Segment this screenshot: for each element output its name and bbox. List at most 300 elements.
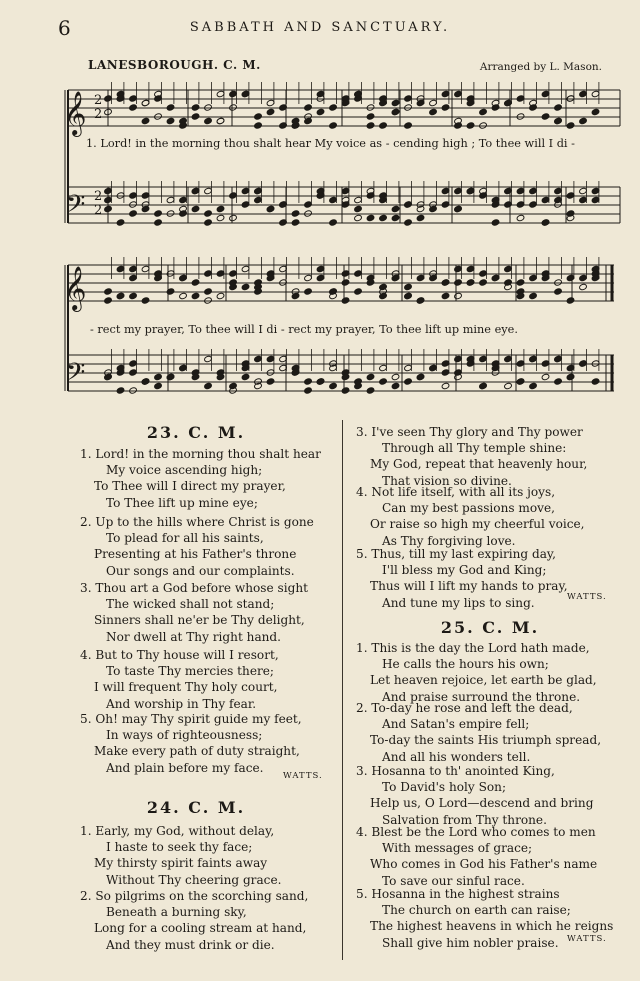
- note-head: [154, 210, 163, 217]
- time-signature-bottom: 2: [94, 107, 103, 122]
- note-head: [504, 187, 513, 194]
- hymn-23-verse-1: [80, 446, 321, 511]
- note-head: [166, 117, 175, 124]
- verse-line: Or raise so high my cheerful voice,: [370, 517, 585, 532]
- note-head: [179, 196, 188, 203]
- note-head: [391, 205, 400, 212]
- note-head: [591, 90, 600, 97]
- note-head: [441, 187, 450, 194]
- note-head: [316, 265, 325, 272]
- verse-line: Make every path of duty straight,: [94, 744, 300, 759]
- note-head: [354, 214, 363, 221]
- note-head: [441, 292, 450, 299]
- note-head: [291, 210, 300, 217]
- note-head: [379, 214, 388, 221]
- note-head: [379, 122, 388, 129]
- note-head: [354, 270, 363, 277]
- note-head: [104, 205, 113, 212]
- note-head: [554, 378, 563, 385]
- note-head: [441, 90, 450, 97]
- note-head: [204, 355, 213, 362]
- note-head: [316, 274, 325, 281]
- note-head: [241, 187, 250, 194]
- note-head: [204, 117, 213, 124]
- verse-line: To David's holy Son;: [382, 780, 507, 795]
- verse-line: And Satan's empire fell;: [382, 717, 530, 732]
- note-head: [404, 283, 413, 290]
- note-head: [516, 360, 525, 367]
- note-head: [116, 292, 125, 299]
- verse-line: 5. Thus, till my last expiring day,: [356, 547, 556, 561]
- note-head: [229, 270, 238, 277]
- note-head: [441, 369, 450, 376]
- note-head: [266, 108, 275, 115]
- verse-line: 2. So pilgrims on the scorching sand,: [80, 889, 309, 903]
- note-head: [516, 279, 525, 286]
- page-number: 6: [58, 16, 71, 40]
- note-head: [479, 279, 488, 286]
- note-head: [266, 205, 275, 212]
- note-head: [504, 382, 513, 389]
- note-head: [104, 288, 113, 295]
- note-head: [116, 265, 125, 272]
- note-head: [354, 288, 363, 295]
- note-head: [566, 274, 575, 281]
- note-head: [479, 355, 488, 362]
- note-head: [204, 288, 213, 295]
- note-head: [591, 108, 600, 115]
- note-head: [354, 196, 363, 203]
- note-head: [479, 108, 488, 115]
- hymn-25-verse-1: [356, 640, 597, 705]
- verse-line: The wicked shall not stand;: [106, 597, 275, 612]
- note-head: [254, 355, 263, 362]
- note-head: [566, 95, 575, 102]
- note-head: [141, 117, 150, 124]
- verse-line: I'll bless my God and King;: [382, 563, 547, 578]
- note-head: [541, 219, 550, 226]
- note-head: [504, 355, 513, 362]
- note-head: [579, 283, 588, 290]
- note-head: [454, 90, 463, 97]
- note-head: [216, 292, 225, 299]
- note-head: [116, 387, 125, 394]
- note-head: [591, 196, 600, 203]
- note-head: [554, 279, 563, 286]
- hymn-23-verse-3: [80, 580, 308, 645]
- note-head: [304, 378, 313, 385]
- note-head: [166, 196, 175, 203]
- note-head: [241, 90, 250, 97]
- verse-line: Presenting at his Father's throne: [94, 547, 297, 562]
- hymn-25-verse-2: [356, 700, 601, 765]
- note-head: [116, 219, 125, 226]
- note-head: [191, 205, 200, 212]
- note-head: [404, 364, 413, 371]
- time-signature-top: 2: [94, 189, 103, 204]
- verse-line: 3. Thou art a God before whose sight: [80, 581, 308, 595]
- note-head: [341, 279, 350, 286]
- note-head: [141, 297, 150, 304]
- note-head: [541, 113, 550, 120]
- hymn-23-verse-2: [80, 514, 314, 579]
- verse-line: 1. Early, my God, without delay,: [80, 824, 275, 838]
- hymn-23-title: 23. C. M.: [146, 423, 246, 442]
- verse-line: I haste to seek thy face;: [106, 840, 253, 855]
- note-head: [441, 382, 450, 389]
- note-head: [391, 214, 400, 221]
- verse-line: The church on earth can raise;: [382, 903, 571, 918]
- note-head: [229, 192, 238, 199]
- verse-line: 5. Oh! may Thy spirit guide my feet,: [80, 712, 302, 726]
- note-head: [404, 122, 413, 129]
- verse-line: My thirsty spirit faints away: [94, 856, 268, 871]
- note-head: [579, 274, 588, 281]
- note-head: [379, 364, 388, 371]
- verse-line: Without Thy cheering grace.: [106, 872, 282, 887]
- note-head: [154, 113, 163, 120]
- note-head: [341, 297, 350, 304]
- verse-line: Can my best passions move,: [382, 501, 555, 516]
- note-head: [216, 117, 225, 124]
- note-head: [329, 122, 338, 129]
- note-head: [129, 265, 138, 272]
- verse-line: With messages of grace;: [382, 841, 533, 856]
- note-head: [441, 201, 450, 208]
- verse-line: And plain before my face.: [106, 760, 264, 775]
- note-head: [166, 104, 175, 111]
- hymn-24-verse-1: [80, 823, 281, 888]
- note-head: [141, 192, 150, 199]
- note-head: [529, 187, 538, 194]
- verse-line: 1. This is the day the Lord hath made,: [356, 641, 590, 655]
- note-head: [266, 99, 275, 106]
- note-head: [241, 283, 250, 290]
- note-head: [241, 201, 250, 208]
- note-head: [366, 387, 375, 394]
- note-head: [391, 382, 400, 389]
- note-head: [404, 378, 413, 385]
- verse-line: Let heaven rejoice, let earth be glad,: [370, 673, 597, 688]
- running-title: SABBATH AND SANCTUARY.: [189, 20, 451, 35]
- note-head: [479, 122, 488, 129]
- bass-clef: 𝄢: [66, 358, 86, 393]
- note-head: [129, 369, 138, 376]
- note-head: [416, 214, 425, 221]
- note-head: [129, 360, 138, 367]
- note-head: [566, 297, 575, 304]
- note-head: [266, 378, 275, 385]
- note-head: [454, 292, 463, 299]
- note-head: [529, 382, 538, 389]
- note-head: [191, 279, 200, 286]
- note-head: [204, 187, 213, 194]
- note-head: [129, 274, 138, 281]
- note-head: [204, 210, 213, 217]
- note-head: [216, 90, 225, 97]
- verse-line: And they must drink or die.: [106, 937, 275, 952]
- note-head: [279, 219, 288, 226]
- note-head: [191, 104, 200, 111]
- note-head: [129, 95, 138, 102]
- time-signature-bottom: 2: [94, 203, 103, 218]
- note-head: [554, 355, 563, 362]
- note-head: [491, 274, 500, 281]
- note-head: [266, 369, 275, 376]
- verse-line: Beneath a burning sky,: [106, 905, 247, 920]
- note-head: [166, 210, 175, 217]
- note-head: [516, 187, 525, 194]
- note-head: [304, 201, 313, 208]
- note-head: [329, 219, 338, 226]
- note-head: [129, 201, 138, 208]
- note-head: [579, 90, 588, 97]
- note-head: [141, 99, 150, 106]
- note-head: [291, 219, 300, 226]
- verse-line: 2. To-day he rose and left the dead,: [356, 701, 573, 715]
- note-head: [429, 99, 438, 106]
- verse-line: And worship in Thy fear.: [106, 696, 257, 711]
- note-head: [329, 104, 338, 111]
- note-head: [104, 297, 113, 304]
- verse-line: 2. Up to the hills where Christ is gone: [80, 515, 314, 529]
- column-divider: [342, 420, 343, 960]
- note-head: [554, 288, 563, 295]
- note-head: [479, 382, 488, 389]
- note-head: [454, 265, 463, 272]
- note-head: [366, 122, 375, 129]
- note-head: [341, 387, 350, 394]
- verse-line: My voice ascending high;: [106, 463, 263, 478]
- note-head: [391, 373, 400, 380]
- hymn-25-verse-4: [356, 824, 597, 889]
- note-head: [254, 196, 263, 203]
- note-head: [329, 382, 338, 389]
- note-head: [479, 270, 488, 277]
- note-head: [154, 219, 163, 226]
- note-head: [416, 297, 425, 304]
- note-head: [329, 196, 338, 203]
- hymn-24-verse-3: [356, 424, 587, 489]
- tune-arranger: Arranged by L. Mason.: [479, 61, 602, 73]
- note-head: [216, 205, 225, 212]
- note-head: [229, 104, 238, 111]
- note-head: [366, 373, 375, 380]
- verse-line: My God, repeat that heavenly hour,: [370, 457, 588, 472]
- note-head: [104, 196, 113, 203]
- note-head: [566, 122, 575, 129]
- note-head: [304, 274, 313, 281]
- note-head: [591, 187, 600, 194]
- verse-line: Shall give him nobler praise.: [382, 935, 559, 950]
- lyric-line-2: - rect my prayer, To thee will I di - rect my prayer, To thee lift up mine eye.: [90, 323, 518, 336]
- note-head: [541, 196, 550, 203]
- note-head: [366, 214, 375, 221]
- note-head: [466, 279, 475, 286]
- hymn-25-author: WATTS.: [567, 934, 607, 944]
- note-head: [566, 364, 575, 371]
- verse-line: Long for a cooling stream at hand,: [94, 921, 307, 936]
- lyric-line-1: 1. Lord! in the morning thou shalt hear My voice as - cending high ; To thee will I di -: [86, 137, 575, 150]
- note-head: [466, 122, 475, 129]
- note-head: [504, 99, 513, 106]
- verse-line: And all his wonders tell.: [382, 749, 531, 764]
- note-head: [541, 360, 550, 367]
- verse-line: Nor dwell at Thy right hand.: [106, 629, 282, 644]
- note-head: [404, 95, 413, 102]
- note-head: [304, 104, 313, 111]
- note-head: [129, 192, 138, 199]
- note-head: [229, 90, 238, 97]
- hymn-23-author: WATTS.: [283, 771, 323, 781]
- note-head: [104, 187, 113, 194]
- bass-clef: 𝄢: [66, 190, 86, 225]
- hymn-24-title: 24. C. M.: [146, 798, 246, 817]
- verse-line: To plead for all his saints,: [106, 531, 264, 546]
- note-head: [254, 122, 263, 129]
- verse-line: Thus will I lift my hands to pray,: [370, 579, 568, 594]
- hymn-23-verse-5: [80, 711, 302, 776]
- note-head: [129, 292, 138, 299]
- verse-line: The highest heavens in which he reigns: [370, 919, 614, 934]
- note-head: [491, 219, 500, 226]
- verse-line: 4. But to Thy house will I resort,: [80, 648, 279, 662]
- note-head: [454, 187, 463, 194]
- note-head: [241, 265, 250, 272]
- note-head: [154, 382, 163, 389]
- note-head: [304, 210, 313, 217]
- note-head: [404, 219, 413, 226]
- verse-line: As Thy forgiving love.: [382, 533, 516, 548]
- note-head: [554, 104, 563, 111]
- verse-line: 4. Not life itself, with all its joys,: [356, 485, 556, 499]
- note-head: [591, 378, 600, 385]
- note-head: [304, 387, 313, 394]
- note-head: [316, 378, 325, 385]
- note-head: [579, 196, 588, 203]
- hymn-24-verse-5: [356, 546, 568, 611]
- note-head: [129, 104, 138, 111]
- note-head: [216, 214, 225, 221]
- hymn-24-verse-2: [80, 888, 308, 953]
- note-head: [516, 214, 525, 221]
- note-head: [191, 113, 200, 120]
- note-head: [516, 95, 525, 102]
- verse-line: In ways of righteousness;: [106, 728, 263, 743]
- verse-line: 3. I've seen Thy glory and Thy power: [356, 425, 583, 439]
- music-score: [0, 0, 640, 420]
- hymn-25-verse-3: [356, 763, 593, 828]
- hymn-24-verse-4: [356, 484, 585, 549]
- verse-line: Sinners shall ne'er be Thy delight,: [94, 613, 305, 628]
- verse-line: Who comes in God his Father's name: [370, 857, 598, 872]
- note-head: [216, 270, 225, 277]
- note-head: [404, 104, 413, 111]
- verse-line: That vision so divine.: [382, 473, 512, 488]
- note-head: [454, 279, 463, 286]
- verse-line: Through all Thy temple shine:: [382, 441, 567, 456]
- note-head: [441, 360, 450, 367]
- note-head: [204, 219, 213, 226]
- note-head: [129, 387, 138, 394]
- note-head: [204, 297, 213, 304]
- note-head: [141, 265, 150, 272]
- note-head: [466, 265, 475, 272]
- verse-line: 1. Lord! in the morning thou shalt hear: [80, 447, 321, 461]
- verse-line: And praise surround the throne.: [382, 689, 581, 704]
- verse-line: 4. Blest be the Lord who comes to men: [356, 825, 596, 839]
- note-head: [566, 192, 575, 199]
- verse-line: To save our sinful race.: [382, 873, 525, 888]
- note-head: [204, 270, 213, 277]
- treble-clef: 𝄞: [64, 91, 87, 135]
- note-head: [266, 355, 275, 362]
- hymn-23-verse-4: [80, 647, 279, 712]
- note-head: [179, 292, 188, 299]
- note-head: [441, 104, 450, 111]
- note-head: [154, 373, 163, 380]
- verse-line: To taste Thy mercies there;: [106, 664, 274, 679]
- note-head: [429, 108, 438, 115]
- note-head: [579, 187, 588, 194]
- note-head: [429, 364, 438, 371]
- verse-line: To Thee lift up mine eye;: [106, 495, 258, 510]
- note-head: [404, 292, 413, 299]
- note-head: [179, 274, 188, 281]
- note-head: [554, 117, 563, 124]
- note-head: [466, 187, 475, 194]
- note-head: [554, 187, 563, 194]
- note-head: [516, 113, 525, 120]
- note-head: [241, 373, 250, 380]
- note-head: [529, 201, 538, 208]
- verse-line: Help us, O Lord—descend and bring: [370, 796, 594, 811]
- verse-line: To Thee will I direct my prayer,: [94, 479, 286, 494]
- note-head: [454, 355, 463, 362]
- note-head: [579, 360, 588, 367]
- note-head: [379, 378, 388, 385]
- note-head: [204, 382, 213, 389]
- note-head: [341, 187, 350, 194]
- note-head: [591, 360, 600, 367]
- note-head: [529, 292, 538, 299]
- note-head: [104, 95, 113, 102]
- hymn-25-title: 25. C. M.: [440, 618, 540, 637]
- note-head: [504, 265, 513, 272]
- verse-line: 5. Hosanna in the highest strains: [356, 887, 560, 901]
- note-head: [366, 104, 375, 111]
- note-head: [541, 90, 550, 97]
- verse-line: And tune my lips to sing.: [382, 595, 535, 610]
- note-head: [129, 210, 138, 217]
- verse-line: Our songs and our complaints.: [106, 563, 295, 578]
- note-head: [304, 288, 313, 295]
- note-head: [441, 279, 450, 286]
- tune-name: LANESBOROUGH. C. M.: [88, 58, 261, 72]
- note-head: [516, 201, 525, 208]
- note-head: [191, 187, 200, 194]
- note-head: [529, 274, 538, 281]
- note-head: [354, 205, 363, 212]
- note-head: [416, 274, 425, 281]
- note-head: [191, 292, 200, 299]
- time-signature-top: 2: [94, 93, 103, 108]
- note-head: [516, 378, 525, 385]
- verse-line: He calls the hours his own;: [382, 657, 549, 672]
- note-head: [541, 373, 550, 380]
- note-head: [116, 192, 125, 199]
- verse-line: 3. Hosanna to th' anointed King,: [356, 764, 555, 778]
